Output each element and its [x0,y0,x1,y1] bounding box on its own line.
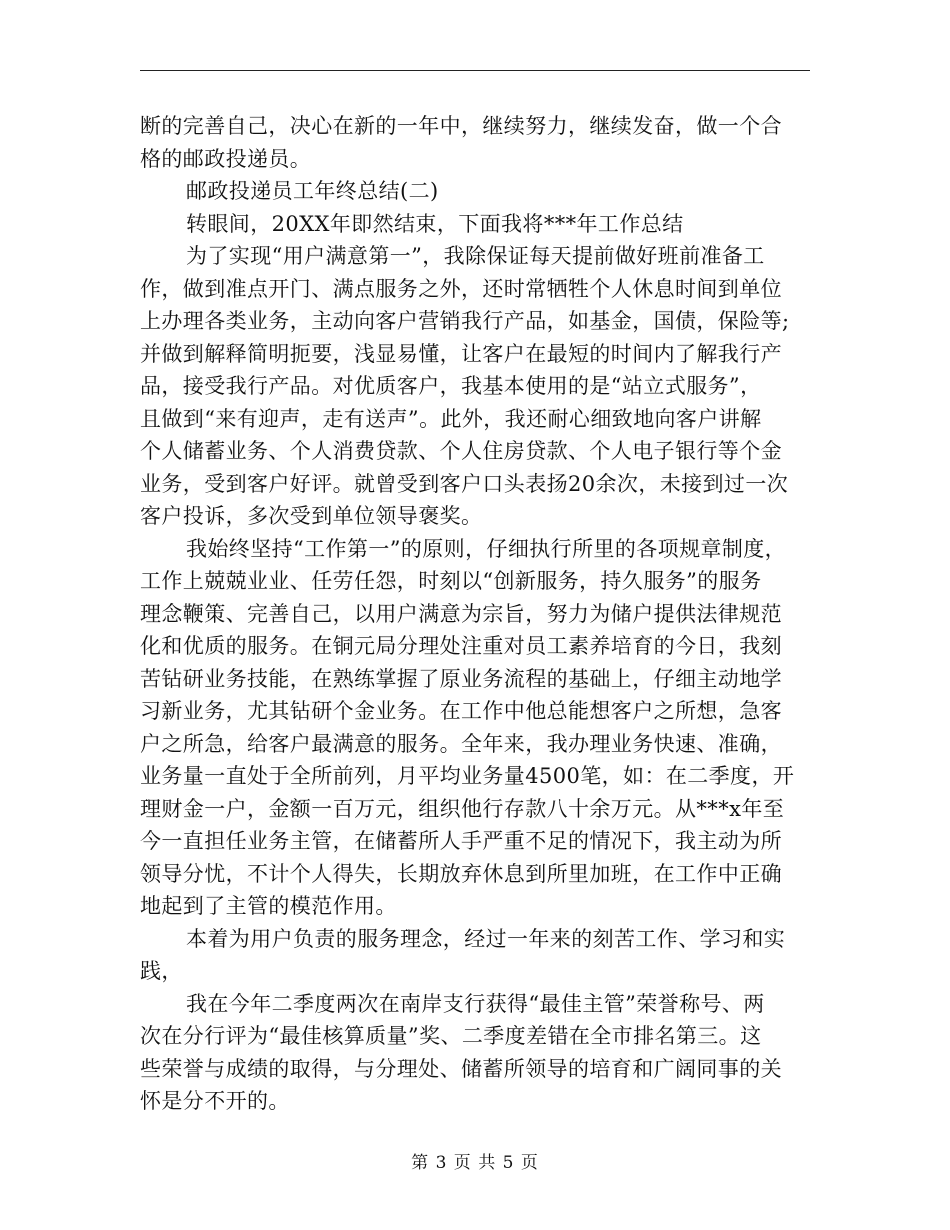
text-line: 苦钻研业务技能，在熟练掌握了原业务流程的基础上，仔细主动地学 [140,666,782,691]
text-line: 户之所急，给客户最满意的服务。全年来，我办理业务快速、准确， [140,731,782,756]
text-line: 且做到“来有迎声，走有送声”。此外，我还耐心细致地向客户讲解 [140,406,762,431]
text-line: 些荣誉与成绩的取得，与分理处、储蓄所领导的培育和广阔同事的关 [140,1056,782,1081]
paragraph [140,240,812,533]
text-line: 领导分忧，不计个人得失，长期放弃休息到所里加班，在工作中正确 [140,861,782,886]
paragraph [140,208,812,241]
text-line: 业务量一直处于全所前列，月平均业务量4500笔，如：在二季度，开 [140,764,795,788]
text-line: 个人储蓄业务、个人消费贷款、个人住房贷款、个人电子银行等个金 [140,439,782,463]
paragraph [140,988,812,1118]
text-line: 上办理各类业务，主动向客户营销我行产品，如基金，国债，保险等; [140,309,790,333]
text-line: 转眼间，20XX年即然结束，下面我将***年工作总结 [186,211,684,236]
text-line: 次在分行评为“最佳核算质量”奖、二季度差错在全市排名第三。这 [140,1024,762,1048]
text-line: 习新业务，尤其钻研个金业务。在工作中他总能想客户之所想，急客 [140,699,782,723]
text-line: 践， [140,959,183,983]
header-rule [140,70,810,71]
paragraph [140,533,812,923]
text-line: 断的完善自己，决心在新的一年中，继续努力，继续发奋，做一个合 [140,114,782,138]
text-line: 我始终坚持“工作第一”的原则，仔细执行所里的各项规章制度， [186,536,787,561]
document-body [140,110,812,1118]
text-line: 我在今年二季度两次在南岸支行获得“最佳主管”荣誉称号、两 [186,991,765,1016]
text-line: 工作上兢兢业业、任劳任怨，时刻以“创新服务，持久服务”的服务 [140,569,762,593]
text-line: 作，做到准点开门、满点服务之外，还时常牺牲个人休息时间到单位 [140,276,782,301]
text-line: 格的邮政投递员。 [140,146,312,171]
paragraph [140,923,812,988]
text-line: 品，接受我行产品。对优质客户，我基本使用的是“站立式服务”， [140,374,762,398]
paragraph [140,110,812,175]
text-line: 理念鞭策、完善自己，以用户满意为宗旨，努力为储户提供法律规范 [140,601,782,626]
page-number-footer: 第 3 页 共 5 页 [411,1153,539,1173]
text-line: 理财金一户，金额一百万元，组织他行存款八十余万元。从***x年至 [140,796,785,821]
section-heading [140,175,812,208]
text-line: 今一直担任业务主管，在储蓄所人手严重不足的情况下，我主动为所 [140,829,782,853]
text-line: 怀是分不开的。 [140,1089,290,1113]
text-line: 化和优质的服务。在铜元局分理处注重对员工素养培育的今日，我刻 [140,634,782,658]
text-line: 邮政投递员工年终总结(二) [186,179,439,203]
text-line: 本着为用户负责的服务理念，经过一年来的刻苦工作、学习和实 [186,926,786,951]
text-line: 客户投诉，多次受到单位领导褒奖。 [140,504,483,528]
text-line: 业务，受到客户好评。就曾受到客户口头表扬20余次，未接到过一次 [140,471,789,496]
text-line: 地起到了主管的模范作用。 [140,894,397,918]
text-line: 为了实现“用户满意第一”，我除保证每天提前做好班前准备工 [186,244,765,268]
text-line: 并做到解释简明扼要，浅显易懂，让客户在最短的时间内了解我行产 [140,341,782,366]
